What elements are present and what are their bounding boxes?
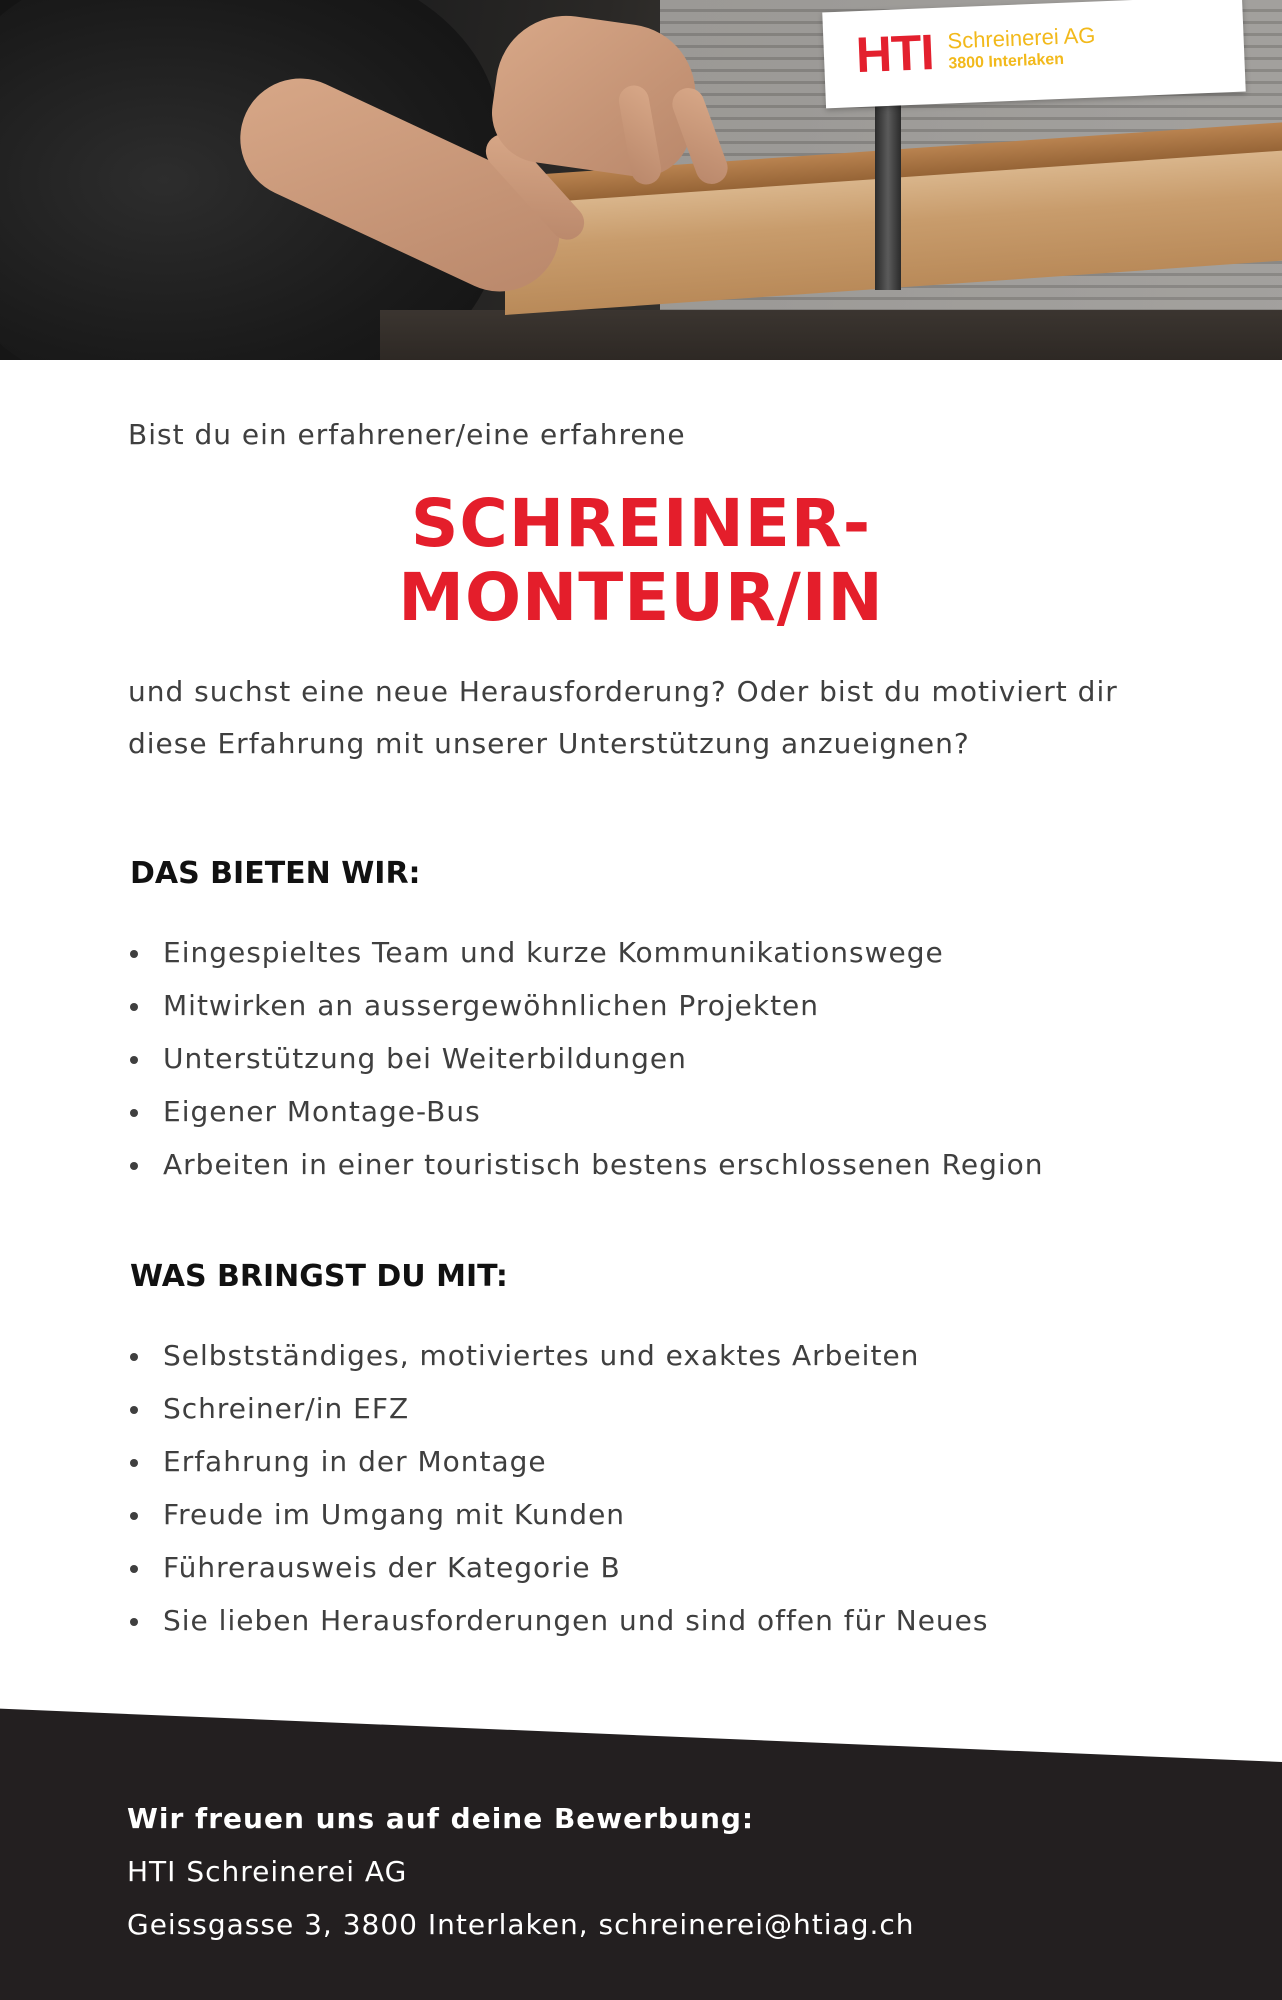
contact-company: HTI Schreinerei AG	[127, 1855, 408, 1888]
list-item: Arbeiten in einer touristisch bestens erschlossenen Region	[128, 1138, 1044, 1191]
logo-mark: HTI	[854, 24, 935, 84]
requirements-list	[128, 1329, 988, 1647]
list-item: Erfahrung in der Montage	[128, 1435, 988, 1488]
job-title-line-2: MONTEUR/IN	[398, 559, 884, 636]
offer-list	[128, 926, 1044, 1191]
requirements-heading: WAS BRINGST DU MIT:	[130, 1259, 508, 1294]
logo-company-name: Schreinerei AG	[946, 22, 1096, 54]
logo-city: 3800 Interlaken	[948, 50, 1065, 73]
job-title	[0, 487, 1282, 635]
contact-address: Geissgasse 3, 3800 Interlaken, schreinerei@htiag.ch	[127, 1908, 915, 1941]
list-item: Eigener Montage-Bus	[128, 1085, 1044, 1138]
list-item: Mitwirken an aussergewöhnlichen Projekten	[128, 979, 1044, 1032]
list-item: Eingespieltes Team und kurze Kommunikationswege	[128, 926, 1044, 979]
job-title-line-1: SCHREINER-	[410, 485, 872, 562]
list-item: Führerausweis der Kategorie B	[128, 1541, 988, 1594]
company-logo	[822, 0, 1246, 108]
list-item: Sie lieben Herausforderungen und sind offen für Neues	[128, 1594, 988, 1647]
application-cta: Wir freuen uns auf deine Bewerbung:	[127, 1802, 755, 1835]
header-photo	[0, 0, 1282, 360]
intro-text: Bist du ein erfahrener/eine erfahrene	[128, 418, 686, 451]
list-item: Schreiner/in EFZ	[128, 1382, 988, 1435]
list-item: Selbstständiges, motiviertes und exaktes Arbeiten	[128, 1329, 988, 1382]
contact-block	[127, 1792, 1227, 1951]
saw-table	[380, 310, 1282, 360]
lead-text: und suchst eine neue Herausforderung? Oder bist du motiviert dir diese Erfahrung mit unserer Unterstützung anzueignen?	[128, 675, 1118, 760]
list-item: Freude im Umgang mit Kunden	[128, 1488, 988, 1541]
list-item: Unterstützung bei Weiterbildungen	[128, 1032, 1044, 1085]
offer-heading: DAS BIETEN WIR:	[130, 856, 421, 891]
saw-blade	[875, 100, 901, 290]
